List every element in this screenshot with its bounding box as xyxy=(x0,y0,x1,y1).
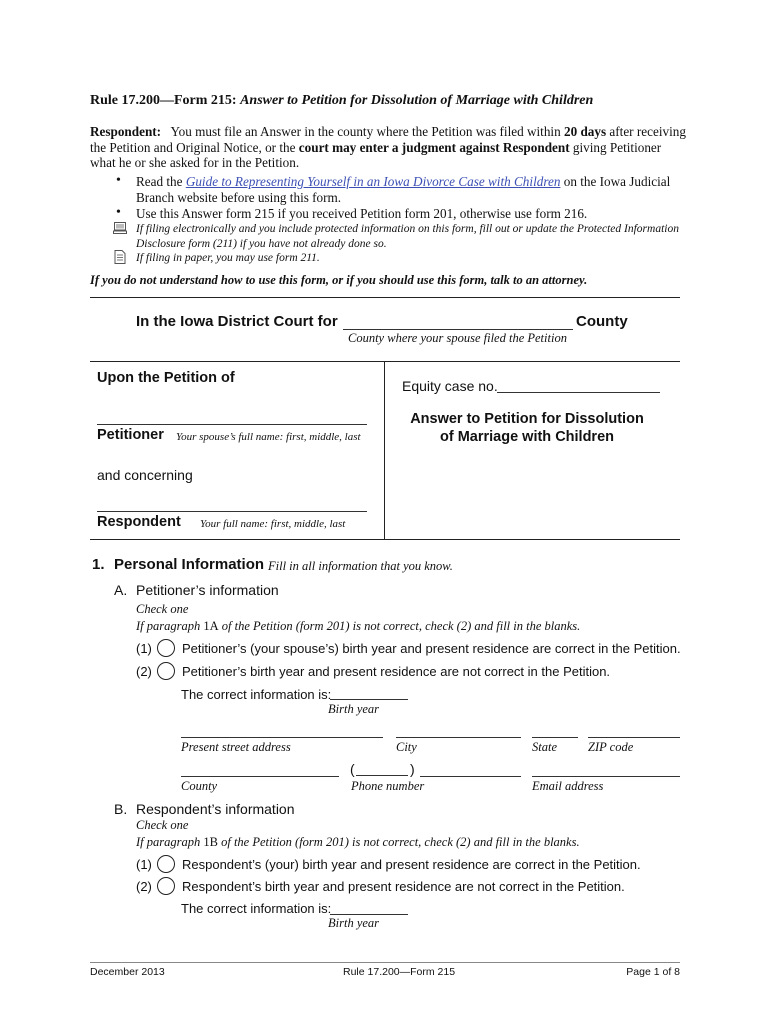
paren-close: ) xyxy=(410,761,415,777)
court-suffix: County xyxy=(576,313,628,330)
bullet-guide xyxy=(136,174,696,206)
city-caption: City xyxy=(396,740,417,754)
paren-open: ( xyxy=(350,761,355,777)
county-field-caption: County xyxy=(181,779,218,793)
divider xyxy=(90,361,680,362)
intro-text: after receiving the xyxy=(90,124,686,155)
option-number: (2) xyxy=(136,879,152,894)
court-prefix: In the Iowa District Court for xyxy=(136,313,338,330)
bullet-text: on the Iowa Judicial xyxy=(563,174,671,189)
concerning-label: and concerning xyxy=(97,467,193,483)
respondent-label: Respondent: xyxy=(90,124,162,139)
section-hint: Fill in all information that you know. xyxy=(268,559,453,573)
caption-divider xyxy=(384,361,385,539)
intro-text: You must file an Answer in the county where the Petition was filed within xyxy=(170,124,561,139)
equity-case-input[interactable] xyxy=(497,392,660,393)
respondent-birth-year-input[interactable] xyxy=(330,914,408,915)
footer-page: Page 1 of 8 xyxy=(626,966,680,978)
attorney-note: If you do not understand how to use this form, or if you should use this form, talk to an attorney. xyxy=(90,273,588,287)
instruction-text xyxy=(136,619,580,634)
option-label: Petitioner’s (your spouse’s) birth year and present residence are correct in the Petition. xyxy=(182,641,681,656)
instruction-ref: 1A xyxy=(203,619,219,633)
instruction-ref: 1B xyxy=(203,835,218,849)
check-one-label: Check one xyxy=(136,818,189,832)
computer-icon xyxy=(113,222,127,234)
instruction-part: of the Petition (form 201) is not correct, check (2) and fill in the blanks. xyxy=(221,835,580,849)
option-label: Respondent’s (your) birth year and present residence are correct in the Petition. xyxy=(182,857,641,872)
petitioner-birth-year-input[interactable] xyxy=(330,699,408,700)
respondent-name-input[interactable] xyxy=(97,511,367,512)
respondent-correct-radio[interactable] xyxy=(157,855,175,873)
respondent-hint: Your full name: first, middle, last xyxy=(200,518,346,530)
instruction-part: If paragraph xyxy=(136,835,201,849)
instruction-part: If paragraph xyxy=(136,619,201,633)
bullet-icon: • xyxy=(116,205,121,220)
subsection-title: Respondent’s information xyxy=(136,801,295,817)
petitioner-incorrect-radio[interactable] xyxy=(157,662,175,680)
subsection-letter: A. xyxy=(114,582,128,598)
petitioner-street-input[interactable] xyxy=(181,737,383,738)
correct-info-label: The correct information is: xyxy=(181,687,332,702)
option-number: (2) xyxy=(136,664,152,679)
answer-title xyxy=(386,410,668,446)
form-title xyxy=(90,93,593,109)
birth-year-caption: Birth year xyxy=(328,916,380,930)
rule-number: Rule 17.200—Form 215: xyxy=(90,93,237,108)
option-label: Respondent’s birth year and present residence are not correct in the Petition. xyxy=(182,879,625,894)
petitioner-name-input[interactable] xyxy=(97,424,367,425)
footer-date: December 2013 xyxy=(90,966,165,978)
divider xyxy=(90,539,680,540)
petitioner-label: Petitioner xyxy=(97,427,164,443)
correct-info-label: The correct information is: xyxy=(181,901,332,916)
intro-paragraph xyxy=(90,124,690,171)
upon-petition-label: Upon the Petition of xyxy=(97,370,235,386)
email-caption: Email address xyxy=(532,779,604,793)
petitioner-county-input[interactable] xyxy=(181,776,339,777)
option-number: (1) xyxy=(136,857,152,872)
bullet-text: Read the xyxy=(136,174,183,189)
petitioner-phone-input[interactable] xyxy=(420,776,521,777)
electronic-filing-note xyxy=(136,222,696,251)
county-caption: County where your spouse filed the Petition xyxy=(348,331,567,345)
zip-caption: ZIP code xyxy=(588,740,634,754)
note-text: If filing electronically and you include protected information on this form, fill out or update the Protected Information xyxy=(136,223,679,235)
footer-divider xyxy=(90,962,680,963)
footer-form: Rule 17.200—Form 215 xyxy=(343,966,456,978)
petitioner-email-input[interactable] xyxy=(532,776,680,777)
bullet-text: Branch website before using this form. xyxy=(136,190,342,205)
respondent-incorrect-radio[interactable] xyxy=(157,877,175,895)
intro-text: giving Petitioner what he or she xyxy=(90,139,662,170)
street-caption: Present street address xyxy=(181,740,291,754)
state-caption: State xyxy=(532,740,557,754)
guide-link[interactable]: Guide to Representing Yourself in an Iowa Divorce Case with Children xyxy=(185,174,561,189)
instruction-part: of the Petition (form 201) is not correct, check (2) and fill in the blanks. xyxy=(221,619,581,633)
option-number: (1) xyxy=(136,641,152,656)
petitioner-area-code-input[interactable] xyxy=(356,775,408,776)
form-name: Answer to Petition for Dissolution of Marriage with Children xyxy=(240,93,594,108)
note-text: Disclosure form (211) if you have not already done so. xyxy=(136,237,387,250)
instruction-text xyxy=(136,835,580,850)
intro-text: asked for in the Petition. xyxy=(169,155,300,170)
petitioner-city-input[interactable] xyxy=(396,737,521,738)
petitioner-state-input[interactable] xyxy=(532,737,578,738)
petitioner-hint: Your spouse’s full name: first, middle, last xyxy=(176,431,361,443)
bullet-form-choice: Use this Answer form 215 if you received Petition form 201, otherwise use form 216. xyxy=(136,206,588,221)
paper-icon xyxy=(114,250,126,264)
respondent-label: Respondent xyxy=(97,514,181,530)
divider xyxy=(90,297,680,298)
subsection-letter: B. xyxy=(114,801,128,817)
birth-year-caption: Birth year xyxy=(328,702,380,716)
answer-title-line: Answer to Petition for Dissolution xyxy=(410,411,644,427)
judgment-warning: court may enter a judgment against Respondent xyxy=(298,139,570,155)
answer-title-line: of Marriage with Children xyxy=(439,429,614,445)
equity-label: Equity case no. xyxy=(402,378,498,394)
section-number: 1. xyxy=(92,556,105,573)
paper-filing-note: If filing in paper, you may use form 211. xyxy=(136,252,320,264)
subsection-title: Petitioner’s information xyxy=(136,582,279,598)
bullet-icon: • xyxy=(116,173,121,188)
section-title: Personal Information xyxy=(114,556,265,573)
check-one-label: Check one xyxy=(136,602,189,616)
county-input[interactable] xyxy=(343,329,573,330)
petitioner-zip-input[interactable] xyxy=(588,737,680,738)
option-label: Petitioner’s birth year and present residence are not correct in the Petition. xyxy=(182,664,611,679)
phone-caption: Phone number xyxy=(351,779,425,793)
deadline-days: 20 days xyxy=(563,124,607,139)
petitioner-correct-radio[interactable] xyxy=(157,639,175,657)
intro-text: Petition and Original Notice, or the xyxy=(109,139,296,155)
